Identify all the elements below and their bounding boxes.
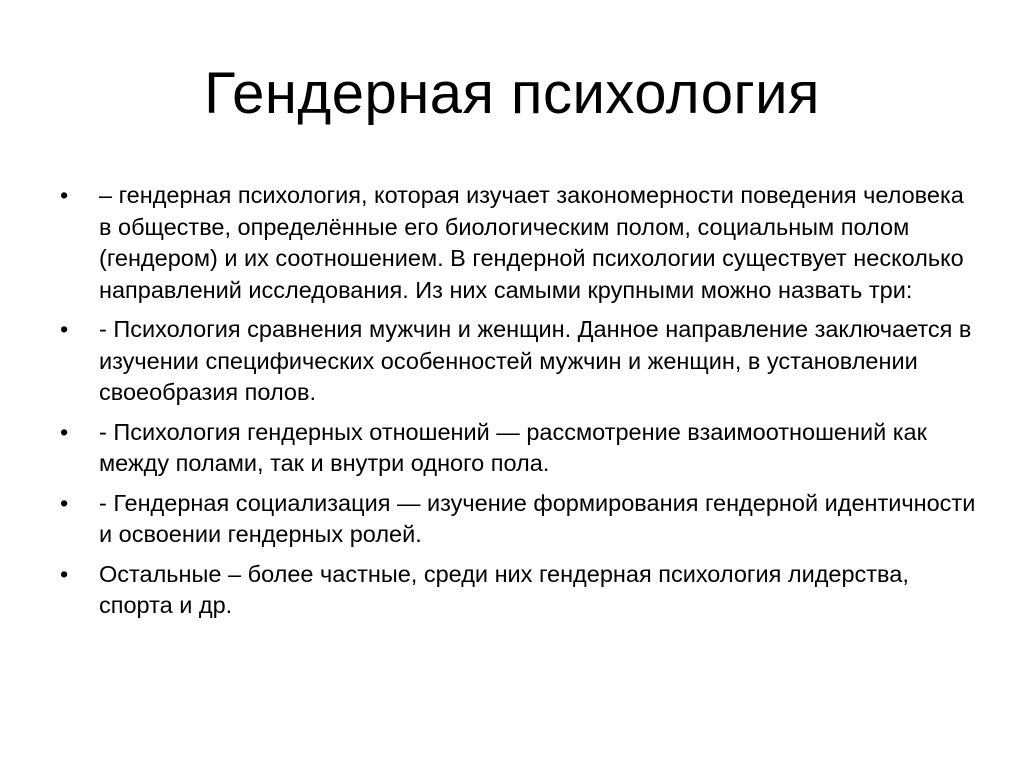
slide-title: Гендерная психология <box>204 61 820 126</box>
bullet-text: – гендерная психология, которая изучает закономерности поведения человека в обществе, определённые его биологическим полом, социальным полом (гендером) и их соотношением. В гендерной психологии существует несколько направлений исследования. Из них самыми крупными можно назвать три: <box>99 182 964 303</box>
bullet-list <box>60 180 980 630</box>
bullet-item-3 <box>60 417 980 480</box>
bullet-icon: • <box>60 489 69 516</box>
bullet-icon: • <box>60 560 69 587</box>
bullet-item-2 <box>60 314 980 409</box>
bullet-icon: • <box>60 182 69 208</box>
bullet-icon: • <box>60 316 69 342</box>
bullet-item-4 <box>60 488 980 551</box>
bullet-icon: • <box>60 418 69 445</box>
bullet-item-1 <box>60 180 980 306</box>
bullet-text: Остальные – более частные, среди них гендерная психология лидерства, спорта и др. <box>99 560 909 618</box>
bullet-item-5 <box>60 559 980 622</box>
bullet-text: - Психология сравнения мужчин и женщин. Данное направление заключается в изучении специфических особенностей мужчин и женщин, в установлении своеобразия полов. <box>99 316 972 405</box>
bullet-text: - Гендерная социализация — изучение формирования гендерной идентичности и освоении гендерных ролей. <box>99 489 976 547</box>
bullet-text: - Психология гендерных отношений — рассмотрение взаимоотношений как между полами, так и внутри одного пола. <box>99 418 927 476</box>
